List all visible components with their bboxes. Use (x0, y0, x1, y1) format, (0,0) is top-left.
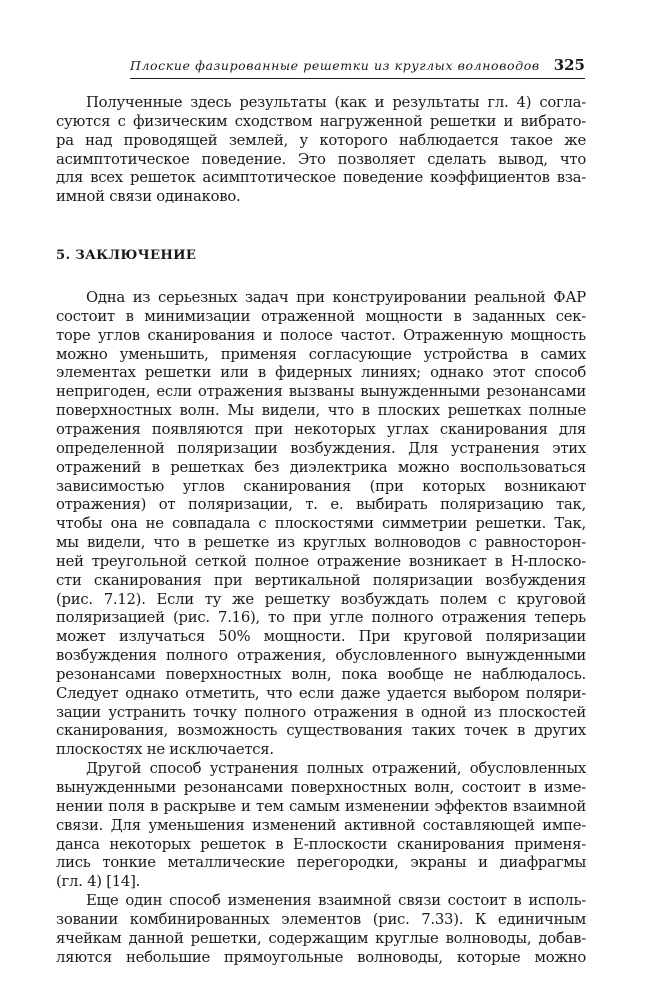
text-line: возбуждения полного отражения, обусловленного вынужденными (56, 647, 586, 665)
text-line: Следует однако отметить, что если даже удается выбором поляри- (56, 684, 586, 702)
text-line: ней треугольной сеткой полное отражение возникает в H-плоско- (56, 552, 586, 570)
text-line: нении поля в раскрыве и тем самым изменении эффектов взаимной (56, 797, 586, 815)
text-line: данса некоторых решеток в E-плоскости сканирования применя- (56, 835, 586, 853)
text-line: отражений в решетках без диэлектрика можно воспользоваться (56, 458, 586, 476)
text-line: зовании комбинированных элементов (рис. 7.33). К единичным (56, 910, 586, 928)
text-line: чтобы она не совпадала с плоскостями симметрии решетки. Так, (56, 515, 586, 533)
text-line: ляются небольшие прямоугольные волноводы, которые можно (56, 948, 586, 966)
text-line: элементах решетки или в фидерных линиях; однако этот способ (56, 364, 586, 382)
text-line: состоит в минимизации отраженной мощности в заданных сек- (56, 307, 586, 325)
text-line: поляризацией (рис. 7.16), то при угле полного отражения теперь (56, 609, 586, 627)
text-line: (рис. 7.12). Если ту же решетку возбуждать полем с круговой (56, 590, 586, 608)
text-line: зависимостью углов сканирования (при которых возникают (56, 477, 586, 495)
text-line: связи. Для уменьшения изменений активной составляющей импе- (56, 816, 586, 834)
text-line: ячейкам данной решетки, содержащим круглые волноводы, добав- (56, 929, 586, 947)
text-line: Еще один способ изменения взаимной связи состоит в исполь- (86, 892, 586, 910)
text-line: для всех решеток асимптотическое поведение коэффициентов вза- (56, 169, 586, 187)
text-line: зации устранить точку полного отражения в одной из плоскостей (56, 703, 586, 721)
text-line: лись тонкие металлические перегородки, экраны и диафрагмы (56, 854, 586, 872)
text-line: асимптотическое поведение. Это позволяет сделать вывод, что (56, 150, 586, 168)
text-line: отражения появляются при некоторых углах сканирования для (56, 420, 586, 438)
paragraph-2 (56, 760, 586, 892)
page-number: 325 (553, 56, 585, 74)
running-title: Плоские фазированные решетки из круглых волноводов (130, 58, 540, 73)
text-line: Одна из серьезных задач при конструировании реальной ФАР (86, 289, 586, 307)
paragraph-1 (56, 289, 586, 760)
text-line: отражения) от поляризации, т. е. выбирать поляризацию так, (56, 496, 586, 514)
text-line: ра над проводящей землей, у которого наблюдается такое же (56, 131, 586, 149)
text-line: суются с физическим сходством нагруженной решетки и вибрато- (56, 112, 586, 130)
running-header (130, 58, 585, 79)
text-line: сканирования, возможность существования таких точек в других (56, 722, 586, 740)
text-line: сти сканирования при вертикальной поляризации возбуждения (56, 571, 586, 589)
text-line: (гл. 4) [14]. (56, 873, 141, 891)
paragraph-3 (56, 892, 586, 967)
text-line: плоскостях не исключается. (56, 741, 274, 759)
text-line: поверхностных волн. Мы видели, что в плоских решетках полные (56, 402, 586, 420)
text-line: непригоден, если отражения вызваны вынужденными резонансами (56, 383, 586, 401)
intro-paragraph (56, 94, 586, 207)
text-line: Другой способ устранения полных отражений, обусловленных (86, 760, 586, 778)
text-line: может излучаться 50% мощности. При круговой поляризации (56, 628, 586, 646)
text-line: мы видели, что в решетке из круглых волноводов с равносторон- (56, 534, 586, 552)
text-line: можно уменьшить, применяя согласующие устройства в самих (56, 345, 586, 363)
text-line: определенной поляризации возбуждения. Для устранения этих (56, 439, 586, 457)
text-line: Полученные здесь результаты (как и результаты гл. 4) согла- (86, 94, 586, 111)
text-line: резонансами поверхностных волн, пока вообще не наблюдалось. (56, 665, 586, 683)
text-line: вынужденными резонансами поверхностных волн, состоит в изме- (56, 779, 586, 796)
section-heading: 5. ЗАКЛЮЧЕНИЕ (56, 248, 197, 264)
text-line: имной связи одинаково. (56, 188, 241, 206)
page-body (56, 94, 586, 967)
text-line: торе углов сканирования и полосе частот. Отраженную мощность (56, 326, 586, 344)
